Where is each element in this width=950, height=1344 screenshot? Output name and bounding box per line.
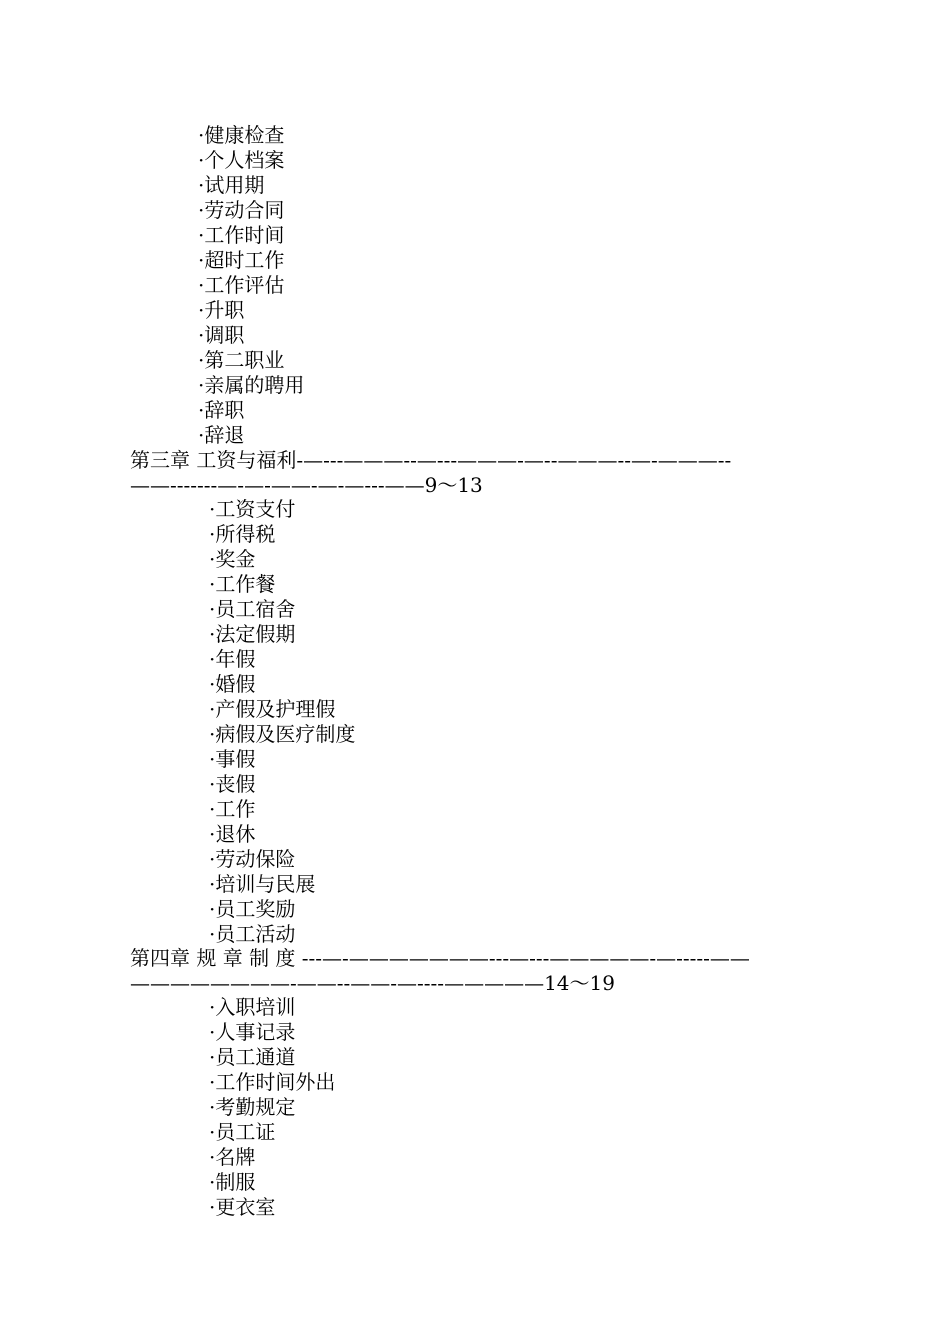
- list-item: ·工资支付: [209, 497, 296, 521]
- chapter3-heading: [130, 448, 810, 498]
- list-item: ·员工活动: [209, 922, 296, 946]
- chapter3-heading-line1: 第三章 工资与福利-—---———--—---———-—--———--—-———--: [130, 448, 732, 472]
- list-item: ·辞职: [198, 398, 245, 422]
- list-item: ·员工证: [209, 1120, 276, 1144]
- list-item: ·升职: [198, 298, 245, 322]
- list-item: ·工作评估: [198, 273, 285, 297]
- list-item: ·健康检查: [198, 123, 285, 147]
- chapter3-item-list: [209, 497, 355, 947]
- list-item: ·法定假期: [209, 622, 296, 646]
- list-item: ·调职: [198, 323, 245, 347]
- list-item: ·劳动保险: [209, 847, 296, 871]
- list-item: ·工作时间外出: [209, 1070, 336, 1094]
- chapter2-item-list: [198, 123, 304, 448]
- list-item: ·奖金: [209, 547, 256, 571]
- list-item: ·所得税: [209, 522, 276, 546]
- list-item: ·更衣室: [209, 1195, 276, 1219]
- list-item: ·入职培训: [209, 995, 296, 1019]
- list-item: ·员工宿舍: [209, 597, 296, 621]
- list-item: ·年假: [209, 647, 256, 671]
- list-item: ·员工奖励: [209, 897, 296, 921]
- list-item: ·产假及护理假: [209, 697, 336, 721]
- list-item: ·第二职业: [198, 348, 285, 372]
- list-item: ·个人档案: [198, 148, 285, 172]
- list-item: ·工作: [209, 797, 256, 821]
- list-item: ·培训与民展: [209, 872, 316, 896]
- chapter4-heading: [130, 946, 810, 996]
- list-item: ·考勤规定: [209, 1095, 296, 1119]
- list-item: ·工作餐: [209, 572, 276, 596]
- list-item: ·员工通道: [209, 1045, 296, 1069]
- list-item: ·工作时间: [198, 223, 285, 247]
- list-item: ·丧假: [209, 772, 256, 796]
- list-item: ·病假及医疗制度: [209, 722, 356, 746]
- list-item: ·制服: [209, 1170, 256, 1194]
- list-item: ·退休: [209, 822, 256, 846]
- list-item: ·名牌: [209, 1145, 256, 1169]
- list-item: ·事假: [209, 747, 256, 771]
- chapter4-item-list: [209, 995, 335, 1220]
- list-item: ·辞退: [198, 423, 245, 447]
- chapter3-heading-line2: ——-------—-—-——-—-—---——9～13: [130, 473, 483, 497]
- list-item: ·劳动合同: [198, 198, 285, 222]
- list-item: ·亲属的聘用: [198, 373, 305, 397]
- chapter4-heading-line2: ————————-——--——-—----—————14～19: [130, 971, 615, 995]
- chapter4-heading-line1: 第四章 规 章 制 度 ---—-———————---—---—————-—-----——: [130, 946, 750, 970]
- list-item: ·超时工作: [198, 248, 285, 272]
- list-item: ·试用期: [198, 173, 265, 197]
- list-item: ·人事记录: [209, 1020, 296, 1044]
- list-item: ·婚假: [209, 672, 256, 696]
